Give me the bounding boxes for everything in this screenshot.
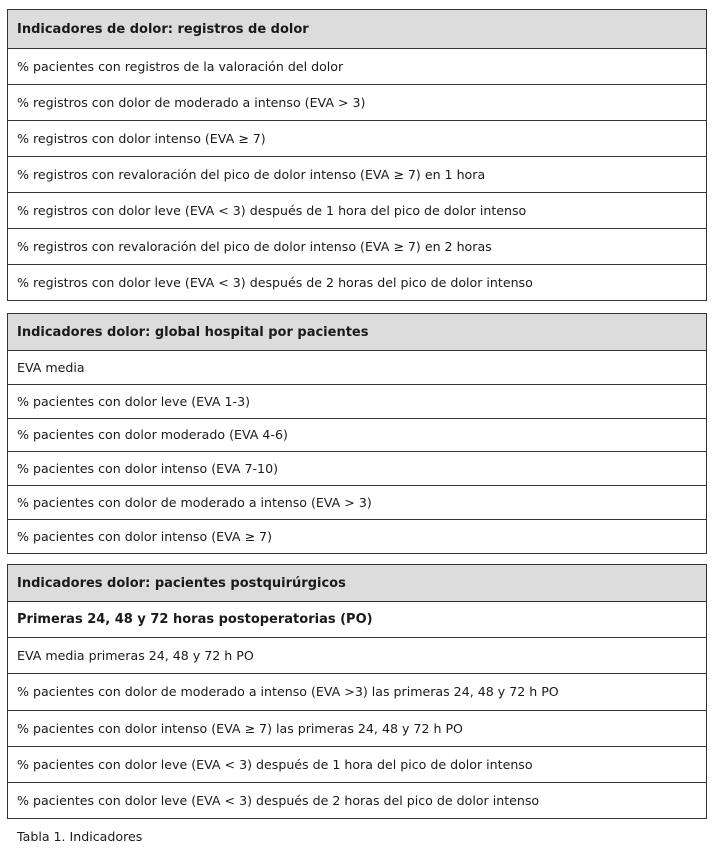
table-row: % pacientes con dolor intenso (EVA 7-10) xyxy=(8,451,706,485)
table-row: % pacientes con dolor leve (EVA 1-3) xyxy=(8,384,706,418)
table-row: % registros con dolor de moderado a intenso (EVA > 3) xyxy=(8,84,706,120)
table-row: % pacientes con dolor intenso (EVA ≥ 7) xyxy=(8,519,706,553)
table-header: Indicadores dolor: global hospital por pacientes xyxy=(8,314,706,350)
table-row: EVA media xyxy=(8,350,706,384)
table-row: % registros con revaloración del pico de dolor intenso (EVA ≥ 7) en 1 hora xyxy=(8,156,706,192)
table-header: Indicadores de dolor: registros de dolor xyxy=(8,10,706,48)
table-row: % pacientes con dolor de moderado a intenso (EVA >3) las primeras 24, 48 y 72 h PO xyxy=(8,673,706,709)
table-row: % pacientes con dolor leve (EVA < 3) después de 2 horas del pico de dolor intenso xyxy=(8,782,706,818)
table-registros-dolor xyxy=(7,9,707,301)
table-global-hospital xyxy=(7,313,707,554)
table-row: % pacientes con dolor de moderado a intenso (EVA > 3) xyxy=(8,485,706,519)
table-row: % pacientes con dolor moderado (EVA 4-6) xyxy=(8,418,706,452)
table-postquirurgicos xyxy=(7,564,707,819)
table-row: EVA media primeras 24, 48 y 72 h PO xyxy=(8,637,706,673)
table-row: % registros con dolor leve (EVA < 3) después de 1 hora del pico de dolor intenso xyxy=(8,192,706,228)
table-row: % registros con revaloración del pico de dolor intenso (EVA ≥ 7) en 2 horas xyxy=(8,228,706,264)
table-row: % pacientes con dolor leve (EVA < 3) después de 1 hora del pico de dolor intenso xyxy=(8,746,706,782)
table-header: Indicadores dolor: pacientes postquirúrgicos xyxy=(8,565,706,601)
table-row: % registros con dolor intenso (EVA ≥ 7) xyxy=(8,120,706,156)
table-caption: Tabla 1. Indicadores xyxy=(17,829,143,844)
table-row: % registros con dolor leve (EVA < 3) después de 2 horas del pico de dolor intenso xyxy=(8,264,706,300)
table-row: % pacientes con registros de la valoración del dolor xyxy=(8,48,706,84)
table-row: % pacientes con dolor intenso (EVA ≥ 7) las primeras 24, 48 y 72 h PO xyxy=(8,710,706,746)
table-subheader: Primeras 24, 48 y 72 horas postoperatorias (PO) xyxy=(8,601,706,637)
